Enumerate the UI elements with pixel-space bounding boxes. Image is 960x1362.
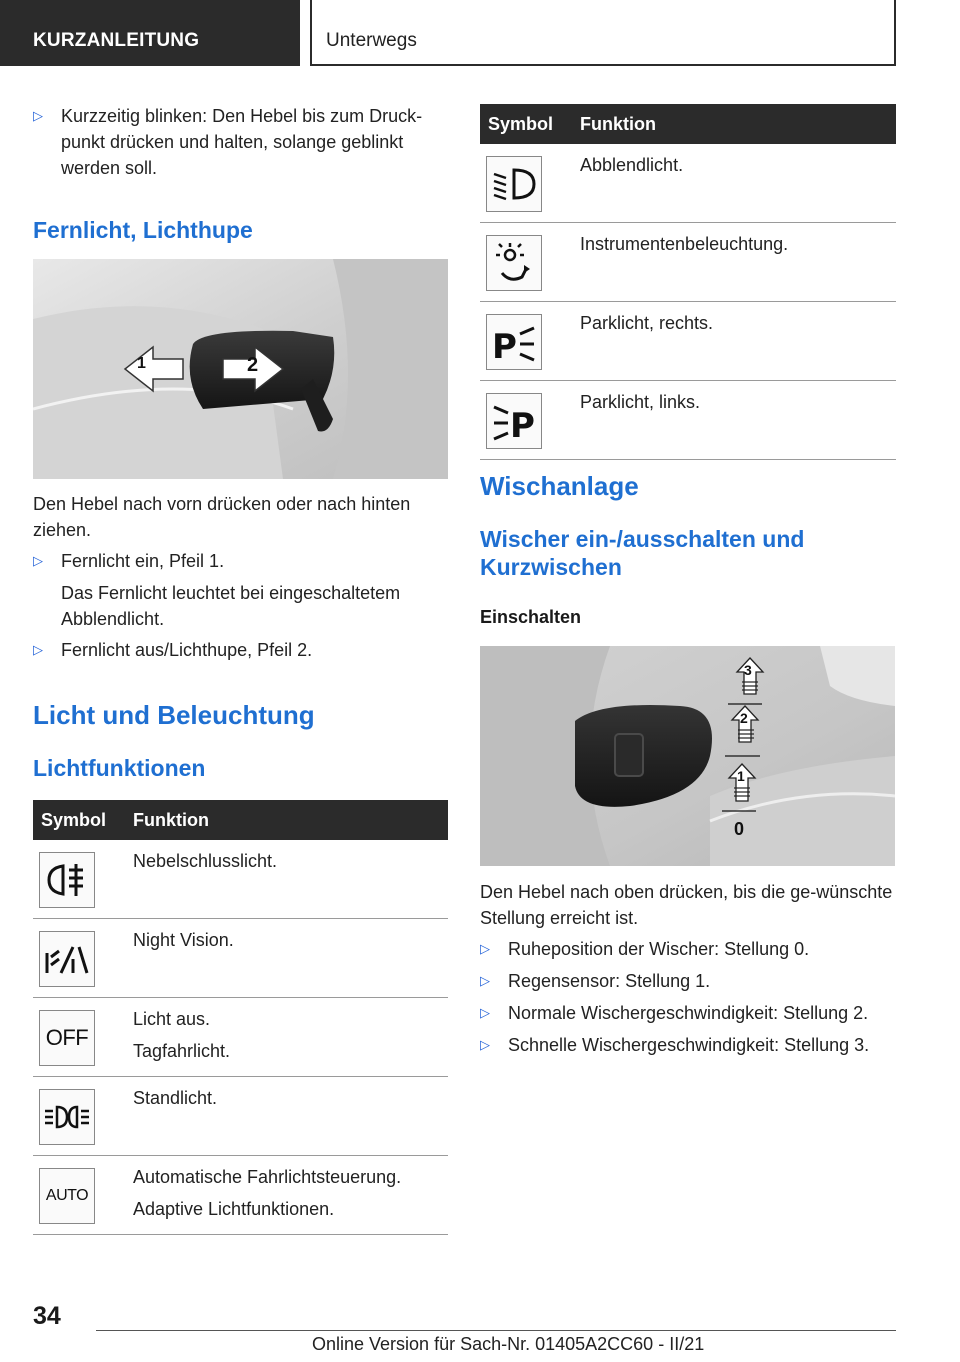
list-item (33, 103, 448, 181)
icon-label: OFF (45, 1025, 89, 1050)
bullet-text: Regensensor: Stellung 1. (508, 971, 711, 991)
footer-divider (96, 1330, 896, 1331)
heading-wischanlage: Wischanlage (480, 471, 639, 501)
position-label-1: 1 (737, 768, 745, 784)
position-label-3: 3 (744, 662, 752, 678)
arrow-label-1: 1 (137, 355, 146, 372)
photo-wischer-hebel (480, 646, 895, 866)
col-header-funktion: Funktion (125, 800, 448, 840)
instrument-lighting-icon (486, 235, 542, 291)
col-header-symbol: Symbol (480, 104, 572, 144)
position-label-2: 2 (740, 710, 748, 726)
heading-wischer: Wischer ein-/ausschalten und Kurzwischen (480, 526, 805, 580)
table-row (33, 1156, 448, 1235)
chapter-tab[interactable]: Unterwegs (310, 0, 896, 66)
triangle-bullet-icon: ▷ (480, 1037, 490, 1052)
triangle-bullet-icon: ▷ (480, 973, 490, 988)
position-label-0: 0 (734, 819, 745, 839)
triangle-bullet-icon: ▷ (480, 1005, 490, 1020)
heading-einschalten: Einschalten (480, 607, 582, 627)
triangle-bullet-icon: ▷ (33, 642, 43, 657)
paragraph-hebel: Den Hebel nach vorn drücken oder nach hinten ziehen. (33, 494, 411, 540)
table-row (480, 302, 896, 381)
list-item (33, 637, 448, 663)
heading-licht-beleuchtung: Licht und Beleuchtung (33, 700, 315, 730)
triangle-bullet-icon: ▷ (33, 553, 43, 568)
list-item (480, 968, 896, 994)
triangle-bullet-icon: ▷ (480, 941, 490, 956)
function-text: Automatische Fahrlichtsteuerung. (133, 1167, 402, 1187)
night-vision-icon (39, 931, 95, 987)
photo-fernlicht-hebel (33, 259, 448, 479)
wiper-lever-illustration-icon (480, 646, 895, 866)
bullet-text: Kurzzeitig blinken: Den Hebel bis zum Druck‐punkt drücken und halten, solange geblinkt werden soll. (61, 106, 423, 178)
list-item (33, 548, 448, 574)
heading-fernlicht: Fernlicht, Lichthupe (33, 217, 253, 243)
standlicht-icon (39, 1089, 95, 1145)
page-number: 34 (33, 1302, 61, 1330)
light-symbols-table (480, 104, 896, 460)
function-text: Parklicht, links. (580, 392, 701, 412)
table-row (480, 223, 896, 302)
parking-light-right-icon (486, 314, 542, 370)
function-text: Standlicht. (133, 1088, 218, 1108)
function-text: Instrumentenbeleuchtung. (580, 234, 789, 254)
bullet-text: Normale Wischergeschwindigkeit: Stellung 2. (508, 1003, 869, 1023)
icon-label: AUTO (45, 1187, 89, 1204)
arrow-label-2: 2 (247, 354, 259, 376)
table-row (480, 381, 896, 460)
low-beam-icon (486, 156, 542, 212)
bullet-text: Fernlicht ein, Pfeil 1. (61, 551, 225, 571)
triangle-bullet-icon: ▷ (33, 108, 43, 123)
col-header-funktion: Funktion (572, 104, 896, 144)
list-item (480, 1000, 896, 1026)
lever-illustration-icon (33, 259, 448, 479)
function-text: Parklicht, rechts. (580, 313, 714, 333)
list-item (480, 1032, 896, 1058)
function-text-2: Tagfahrlicht. (133, 1041, 231, 1061)
table-row (33, 998, 448, 1077)
function-text: Nebelschlusslicht. (133, 851, 278, 871)
off-icon (39, 1010, 95, 1066)
function-text: Licht aus. (133, 1009, 211, 1029)
parking-light-left-icon (486, 393, 542, 449)
table-row (33, 840, 448, 919)
paragraph-hebel-oben: Den Hebel nach oben drücken, bis die ge‐wünschte Stellung erreicht ist. (480, 882, 893, 928)
footer-version: Online Version für Sach-Nr. 01405A2CC60 - II/21 (312, 1334, 705, 1354)
svg-text:P: P (510, 406, 535, 445)
svg-text:P: P (492, 327, 517, 366)
function-text: Abblendlicht. (580, 155, 684, 175)
table-row (33, 1077, 448, 1156)
table-row (480, 144, 896, 223)
light-functions-table (33, 800, 448, 1235)
bullet-text: Fernlicht aus/Lichthupe, Pfeil 2. (61, 640, 313, 660)
function-text-2: Adaptive Lichtfunktionen. (133, 1199, 335, 1219)
bullet-text: Ruheposition der Wischer: Stellung 0. (508, 939, 810, 959)
page-header (0, 0, 960, 66)
auto-icon (39, 1168, 95, 1224)
col-header-symbol: Symbol (33, 800, 125, 840)
section-tab[interactable]: KURZANLEITUNG (0, 0, 300, 66)
function-text: Night Vision. (133, 930, 234, 950)
list-item (480, 936, 896, 962)
rear-fog-light-icon (39, 852, 95, 908)
heading-lichtfunktionen: Lichtfunktionen (33, 755, 206, 781)
table-row (33, 919, 448, 998)
bullet-text: Schnelle Wischergeschwindigkeit: Stellung 3. (508, 1035, 870, 1055)
bullet-subtext: Das Fernlicht leuchtet bei eingeschaltetem Abblendlicht. (61, 583, 401, 629)
